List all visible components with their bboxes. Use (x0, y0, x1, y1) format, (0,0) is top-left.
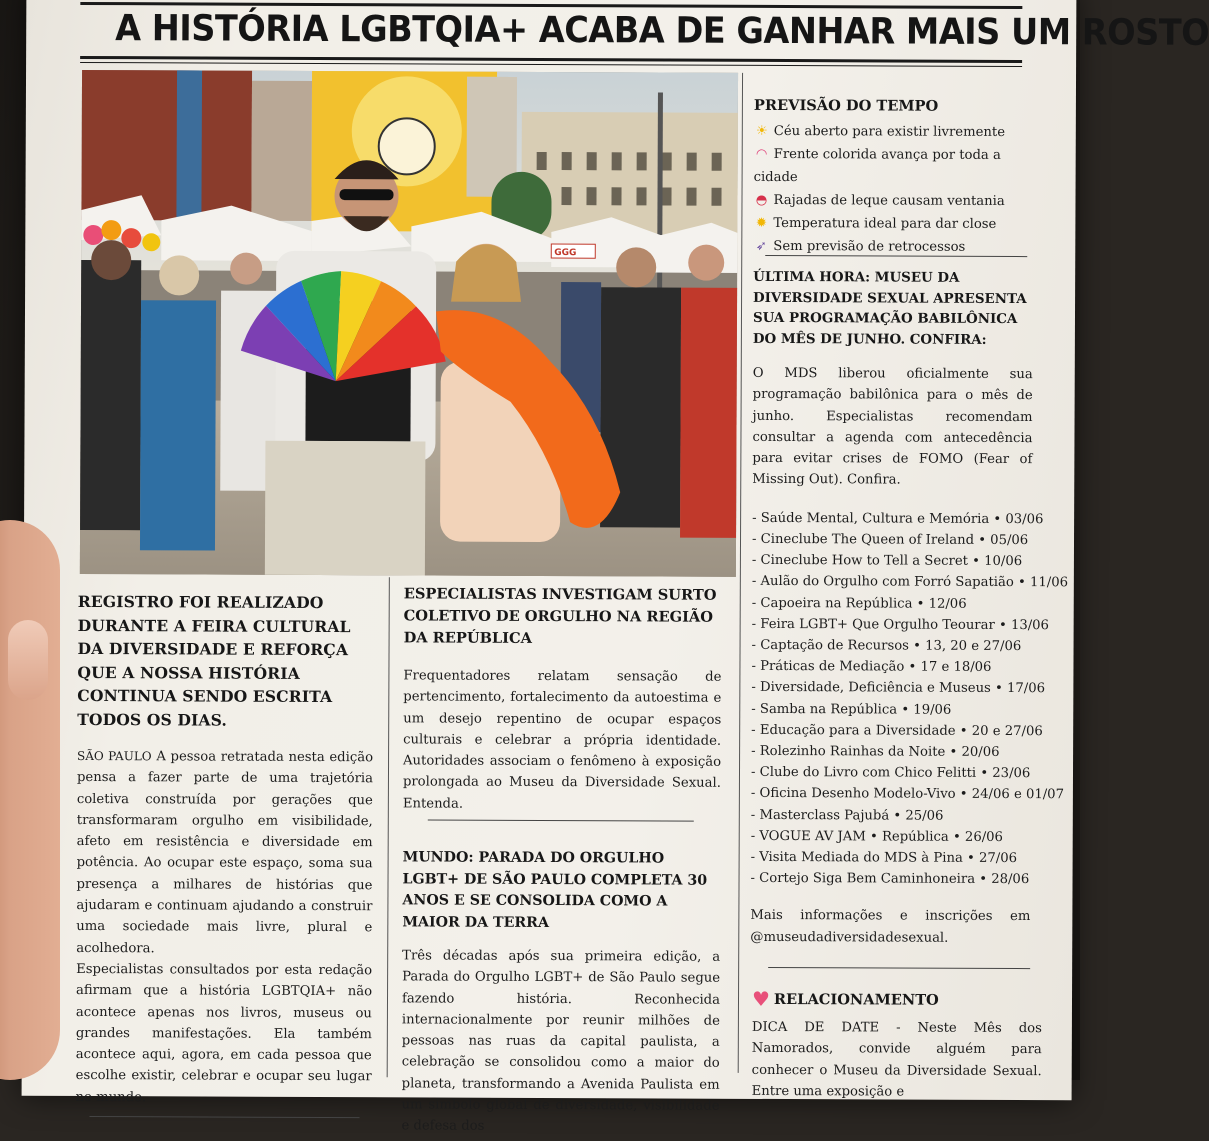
middle-article-2 (401, 847, 720, 1138)
more-info: Mais informações e inscrições em @museudadiversidadesexual. (750, 908, 1031, 946)
left-article-heading: REGISTRO FOI REALIZADO DURANTE A FEIRA CULTURAL DA DIVERSIDADE E REFORÇA QUE A NOSSA HISTÓRIA CONTINUA SENDO ESCRITA TODOS OS DIAS. (77, 591, 351, 730)
middle-article-2-heading: MUNDO: PARADA DO ORGULHO LGBT+ DE SÃO PAULO COMPLETA 30 ANOS E SE CONSOLIDA COMO A MAIOR DA TERRA (402, 849, 708, 931)
middle-divider (428, 819, 694, 821)
sign-ggg-text: GGG (554, 248, 577, 259)
breaking-news (750, 267, 1069, 949)
weather-item: ☀ Céu aberto para existir livremente (754, 120, 1044, 144)
schedule-item: - Educação para a Diversidade • 20 e 27/06 (751, 722, 1043, 739)
relationship-rule (768, 967, 1030, 969)
weather-list (753, 120, 1044, 259)
headline-rule-thin (80, 62, 1022, 67)
schedule-item: - Práticas de Mediação • 17 e 18/06 (751, 659, 992, 676)
relationship-title-row (752, 987, 1042, 1012)
sparkle-icon: ✹ (755, 215, 767, 231)
relationship-body: DICA DE DATE - Neste Mês dos Namorados, convide alguém para conhecer o Museu da Diversidade Sexual. Entre uma exposição e (751, 1019, 1042, 1100)
rainbow-icon: ◠ (755, 146, 768, 162)
heart-icon: ♥ (751, 986, 771, 1011)
relationship-box (752, 987, 1042, 1103)
banner-face (379, 118, 435, 174)
weather-item: ◓ Rajadas de leque causam ventania (753, 189, 1043, 213)
fan-icon: ◓ (755, 192, 768, 208)
weather-box (753, 97, 1044, 259)
weather-title: PREVISÃO DO TEMPO (753, 96, 939, 115)
schedule-item: - Diversidade, Deficiência e Museus • 17/06 (751, 680, 1046, 697)
gray-building (251, 81, 312, 221)
middle-article-1-heading: ESPECIALISTAS INVESTIGAM SURTO COLETIVO DE ORGULHO NA REGIÃO DA REPÚBLICA (403, 585, 717, 647)
blue-tower (176, 70, 202, 220)
classic-building (521, 112, 738, 243)
schedule-item: - Cineclube How to Tell a Secret • 10/06 (751, 553, 1023, 570)
photo-illustration (80, 70, 738, 577)
schedule-list (750, 508, 1069, 891)
schedule-item: - Saúde Mental, Cultura e Memória • 03/06 (752, 510, 1044, 527)
middle-article-1 (403, 583, 722, 815)
news-photo (80, 70, 738, 577)
column-rule-right (738, 73, 743, 1073)
schedule-item: - Aulão do Orgulho com Forró Sapatião • 11/06 (751, 574, 1069, 591)
sun-icon: ☀ (755, 123, 768, 139)
schedule-item: - Cineclube The Queen of Ireland • 05/06 (751, 531, 1029, 549)
relationship-title: RELACIONAMENTO (773, 990, 939, 1009)
weather-item: ◠ Frente colorida avança por toda a cidade (754, 143, 1044, 190)
schedule-item: - Capoeira na República • 12/06 (751, 595, 967, 612)
weather-item: ➶ Sem previsão de retrocessos (753, 235, 1043, 259)
breaking-heading: ÚLTIMA HORA: MUSEU DA DIVERSIDADE SEXUAL APRESENTA SUA PROGRAMAÇÃO BABILÔNICA DO MÊS DE JUNHO. CONFIRA: (752, 268, 1027, 348)
left-article-paragraph-1: SÃO PAULO A pessoa retratada nesta edição pensa a fazer parte de uma trajetória coletiva construída por gerações que transformaram orgulho em visibilidade, afeto em resistência e diversidade em potência. Ao ocupar este espaço, soma sua presença a milhares de histórias que ajudaram e continuam ajudando a construir uma sociedade mais livre, plural e acolhedora. (76, 748, 374, 956)
schedule-item: - Rolezinho Rainhas da Noite • 20/06 (751, 743, 1000, 760)
left-article (75, 590, 373, 1118)
schedule-item: - Masterclass Pajubá • 25/06 (750, 807, 944, 824)
schedule-item: - Cortejo Siga Bem Caminhoneira • 28/06 (750, 871, 1030, 888)
schedule-item: - Oficina Desenho Modelo-Vivo • 24/06 e 01/07 (750, 786, 1065, 803)
left-article-paragraph-2: Especialistas consultados por esta redação afirmam que a história LGBTQIA+ não acontece apenas nos livros, museus ou grandes manifestações. Ela também acontece aqui, agora, em cada pessoa que escolhe existir, celebrar e ocupar seu lugar no mundo. (75, 961, 373, 1105)
breaking-body: O MDS liberou oficialmente sua programação babilônica para o mês de junho. Especialistas recomendam consultar a agenda com antecedência para evitar crises de FOMO (Fear of Missing Out). Confira. (752, 365, 1033, 489)
left-article-rule (89, 1116, 359, 1118)
red-building (81, 70, 252, 221)
schedule-item: - Captação de Recursos • 13, 20 e 27/06 (751, 637, 1022, 655)
middle-article-2-body: Três décadas após sua primeira edição, a Parada do Orgulho LGBT+ de São Paulo segue fazendo história. Reconhecida internacionalmente por reunir milhões de pessoas nas ruas da capital paulista, a celebração se consolidou como a maior do planeta, transformando a Avenida Paulista em um símbolo global de diversidade, visibilidade e defesa dos (401, 948, 721, 1135)
holding-hand (0, 520, 60, 1080)
headline: A HISTÓRIA LGBTQIA+ ACABA DE GANHAR MAIS UM ROSTO (115, 8, 1209, 54)
schedule-item: - VOGUE AV JAM • República • 26/06 (750, 828, 1004, 845)
middle-article-1-body: Frequentadores relatam sensação de pertencimento, fortalecimento da autoestima e um desejo repentino de ocupar espaços culturais e celebrar a própria identidade. Autoridades associam o fenômeno à exposição prolongada ao Museu da Diversidade Sexual. Entenda. (402, 668, 722, 812)
dateline: SÃO PAULO (77, 748, 152, 764)
schedule-item: - Samba na República • 19/06 (751, 701, 952, 718)
rocket-icon: ➶ (755, 238, 767, 254)
newspaper-page (22, 0, 1209, 1135)
thumbnail (8, 620, 48, 700)
column-rule-middle (387, 577, 390, 1077)
schedule-item: - Clube do Livro com Chico Felitti • 23/06 (750, 765, 1031, 782)
weather-item: ✹ Temperatura ideal para dar close (753, 212, 1043, 236)
schedule-item: - Visita Mediada do MDS à Pina • 27/06 (750, 849, 1018, 867)
schedule-item: - Feira LGBT+ Que Orgulho Teourar • 13/06 (751, 616, 1050, 633)
